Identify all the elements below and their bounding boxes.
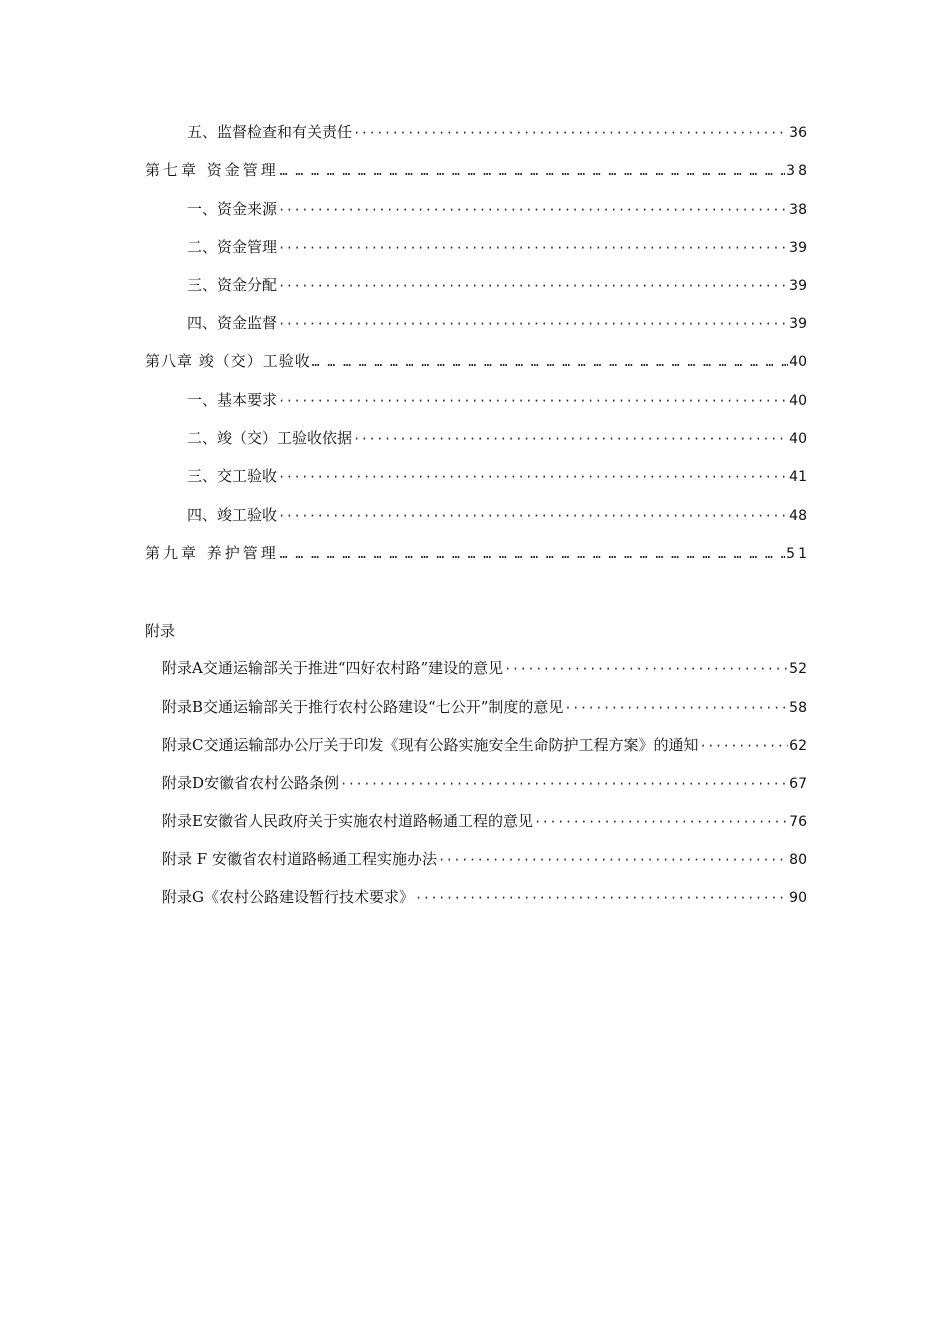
toc-leader-dots (534, 811, 788, 832)
appendix-entry (162, 735, 807, 756)
appendix-entry-title: 附录B交通运输部关于推行农村公路建设“七公开”制度的意见 (162, 698, 564, 716)
appendix-entry-title: 附录E安徽省人民政府关于实施农村道路畅通工程的意见 (162, 812, 533, 830)
toc-entry (187, 428, 807, 449)
toc-entry (187, 466, 807, 487)
appendix-entry-page: 90 (789, 890, 807, 906)
toc-leader-dots (415, 887, 788, 908)
toc-leader-dots (353, 428, 788, 449)
toc-leader-dots (278, 237, 788, 258)
toc-entry-page: 40 (789, 354, 807, 370)
toc-entry (187, 199, 807, 220)
toc-entry (187, 505, 807, 526)
toc-entry-title: 三、资金分配 (187, 276, 278, 294)
toc-leader-dots (278, 505, 788, 526)
appendix-entry-page: 62 (789, 738, 807, 754)
toc-entry-title: 第七章 资金管理 (145, 161, 279, 179)
appendix-entry-page: 76 (789, 814, 807, 830)
toc-chapter-entry (145, 351, 807, 373)
toc-chapter-entry (145, 543, 810, 565)
appendix-heading: 附录 (145, 622, 176, 640)
toc-leader-dots (504, 658, 788, 679)
appendix-entry (162, 773, 807, 794)
toc-entry-title: 五、监督检查和有关责任 (187, 123, 353, 141)
toc-entry-title: 二、资金管理 (187, 238, 278, 256)
toc-entry-page: 39 (789, 240, 807, 256)
appendix-entry (162, 811, 807, 832)
appendix-entry (162, 658, 807, 679)
appendix-entry-page: 67 (789, 776, 807, 792)
toc-chapter-entry (145, 160, 810, 182)
toc-leader-dots (312, 351, 788, 373)
toc-entry (187, 313, 807, 334)
toc-entry (187, 122, 807, 143)
toc-leader-dots (438, 849, 788, 870)
toc-entry-page: 38 (789, 202, 807, 218)
appendix-entry (162, 697, 807, 718)
toc-entry-page: 51 (786, 546, 810, 562)
toc-leader-dots (340, 773, 788, 794)
toc-entry-page: 40 (789, 393, 807, 409)
toc-leader-dots (699, 735, 788, 756)
toc-entry (187, 390, 807, 411)
appendix-entry-title: 附录G《农村公路建设暂行技术要求》 (162, 888, 414, 906)
appendix-entry-page: 80 (789, 852, 807, 868)
appendix-entry-title: 附录A交通运输部关于推进“四好农村路”建设的意见 (162, 659, 504, 677)
appendix-entry (162, 849, 807, 870)
toc-leader-dots (278, 313, 788, 334)
toc-entry (187, 237, 807, 258)
toc-entry-page: 41 (789, 469, 807, 485)
toc-leader-dots (278, 275, 788, 296)
toc-leader-dots (353, 122, 788, 143)
appendix-entry-title: 附录 F 安徽省农村道路畅通工程实施办法 (162, 850, 437, 868)
toc-entry-page: 48 (789, 508, 807, 524)
toc-entry-title: 一、资金来源 (187, 200, 278, 218)
toc-entry-title: 三、交工验收 (187, 467, 278, 485)
toc-entry-page: 38 (786, 163, 810, 179)
toc-entry-page: 39 (789, 278, 807, 294)
toc-entry-page: 39 (789, 316, 807, 332)
toc-entry-title: 二、竣（交）工验收依据 (187, 429, 353, 447)
toc-leader-dots (564, 697, 788, 718)
appendix-entry-page: 52 (789, 661, 807, 677)
appendix-entry (162, 887, 807, 908)
toc-leader-dots (280, 543, 785, 565)
toc-entry-page: 36 (789, 125, 807, 141)
toc-entry-title: 第九章 养护管理 (145, 544, 279, 562)
toc-entry-title: 一、基本要求 (187, 391, 278, 409)
appendix-entry-title: 附录D安徽省农村公路条例 (162, 774, 340, 792)
toc-leader-dots (278, 466, 788, 487)
appendix-entry-page: 58 (789, 700, 807, 716)
appendix-entry-title: 附录C交通运输部办公厅关于印发《现有公路实施安全生命防护工程方案》的通知 (162, 736, 699, 754)
toc-entry-title: 四、竣工验收 (187, 506, 278, 524)
toc-entry-page: 40 (789, 431, 807, 447)
toc-entry-title: 四、资金监督 (187, 314, 278, 332)
toc-leader-dots (280, 160, 785, 182)
toc-leader-dots (278, 199, 788, 220)
toc-entry (187, 275, 807, 296)
toc-leader-dots (278, 390, 788, 411)
toc-entry-title: 第八章 竣（交）工验收 (145, 352, 311, 370)
